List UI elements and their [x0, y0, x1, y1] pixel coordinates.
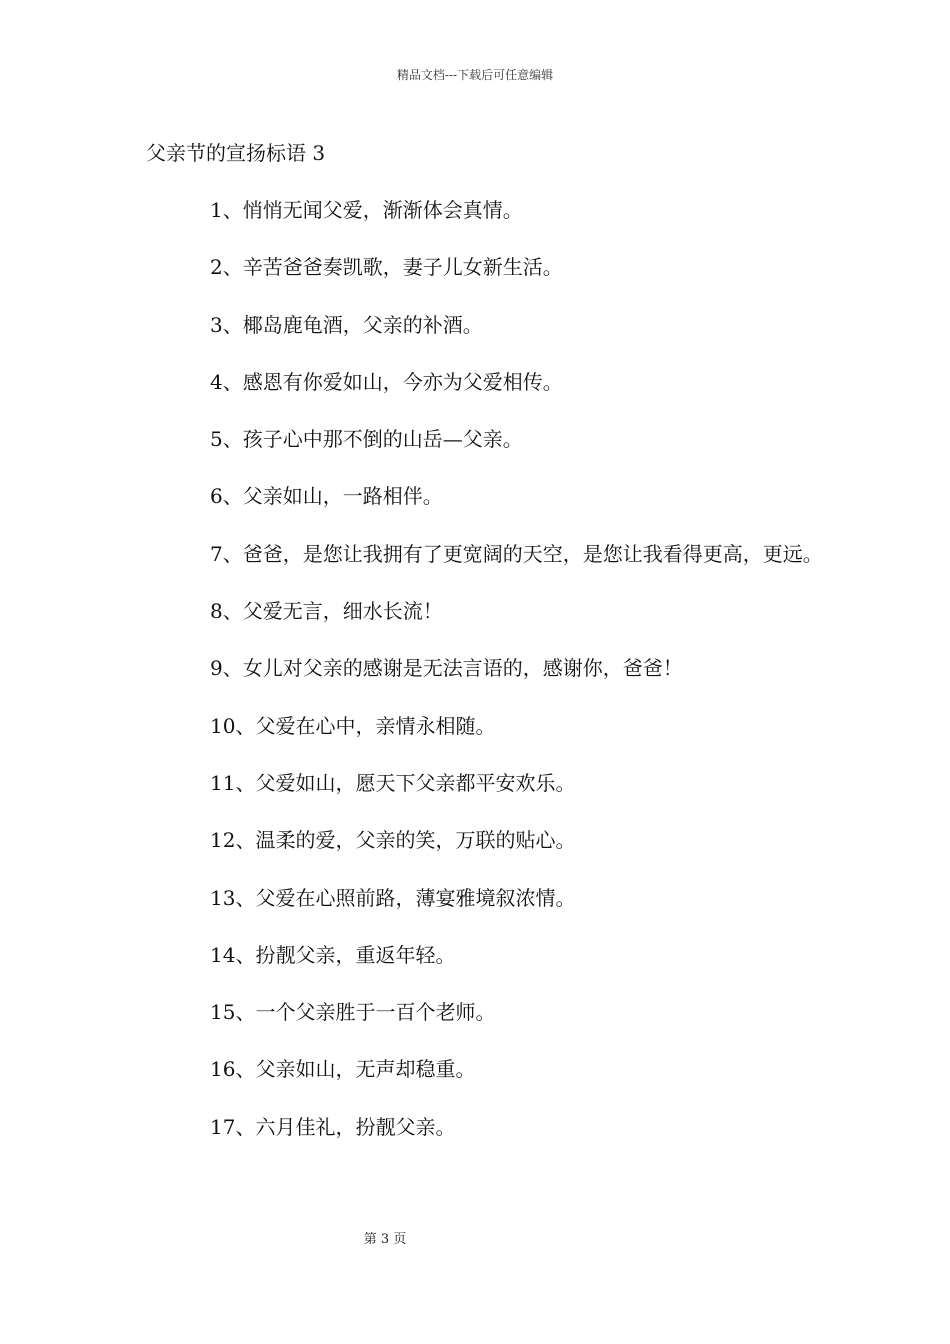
slogan-item-10: 10、父爱在心中，亲情永相随。: [210, 713, 496, 738]
slogan-item-1: 1、悄悄无闻父爱，渐渐体会真情。: [210, 198, 523, 222]
page-number: 第 3 页: [363, 1232, 407, 1247]
slogan-item-13: 13、父爱在心照前路，薄宴雅境叙浓情。: [210, 885, 576, 910]
slogan-item-16: 16、父亲如山，无声却稳重。: [210, 1057, 476, 1082]
slogan-list: [146, 196, 826, 1170]
slogan-item-4: 4、感恩有你爱如山，今亦为父爱相传。: [210, 369, 563, 394]
slogan-item-9: 9、女儿对父亲的感谢是无法言语的，感谢你，爸爸！: [210, 656, 683, 681]
slogan-item-12: 12、温柔的爱，父亲的笑，万联的贴心。: [210, 828, 576, 853]
slogan-item-5: 5、孩子心中那不倒的山岳—父亲。: [210, 427, 523, 452]
slogan-item-2: 2、辛苦爸爸奏凯歌，妻子儿女新生活。: [210, 255, 563, 280]
slogan-item-15: 15、一个父亲胜于一百个老师。: [210, 1000, 496, 1025]
slogan-item-14: 14、扮靓父亲，重返年轻。: [210, 942, 456, 967]
document-title: 父亲节的宣扬标语 3: [146, 141, 326, 165]
slogan-item-3: 3、椰岛鹿龟酒，父亲的补酒。: [210, 312, 483, 337]
slogan-item-8: 8、父爱无言，细水长流！: [210, 599, 443, 624]
slogan-item-6: 6、父亲如山，一路相伴。: [210, 484, 443, 509]
page-header-watermark: 精品文档---下载后可任意编辑: [396, 68, 554, 82]
slogan-item-11: 11、父爱如山，愿天下父亲都平安欢乐。: [210, 770, 576, 795]
slogan-item-17: 17、六月佳礼，扮靓父亲。: [210, 1114, 456, 1139]
slogan-item-7: 7、爸爸，是您让我拥有了更宽阔的天空，是您让我看得更高，更远。: [210, 541, 823, 566]
